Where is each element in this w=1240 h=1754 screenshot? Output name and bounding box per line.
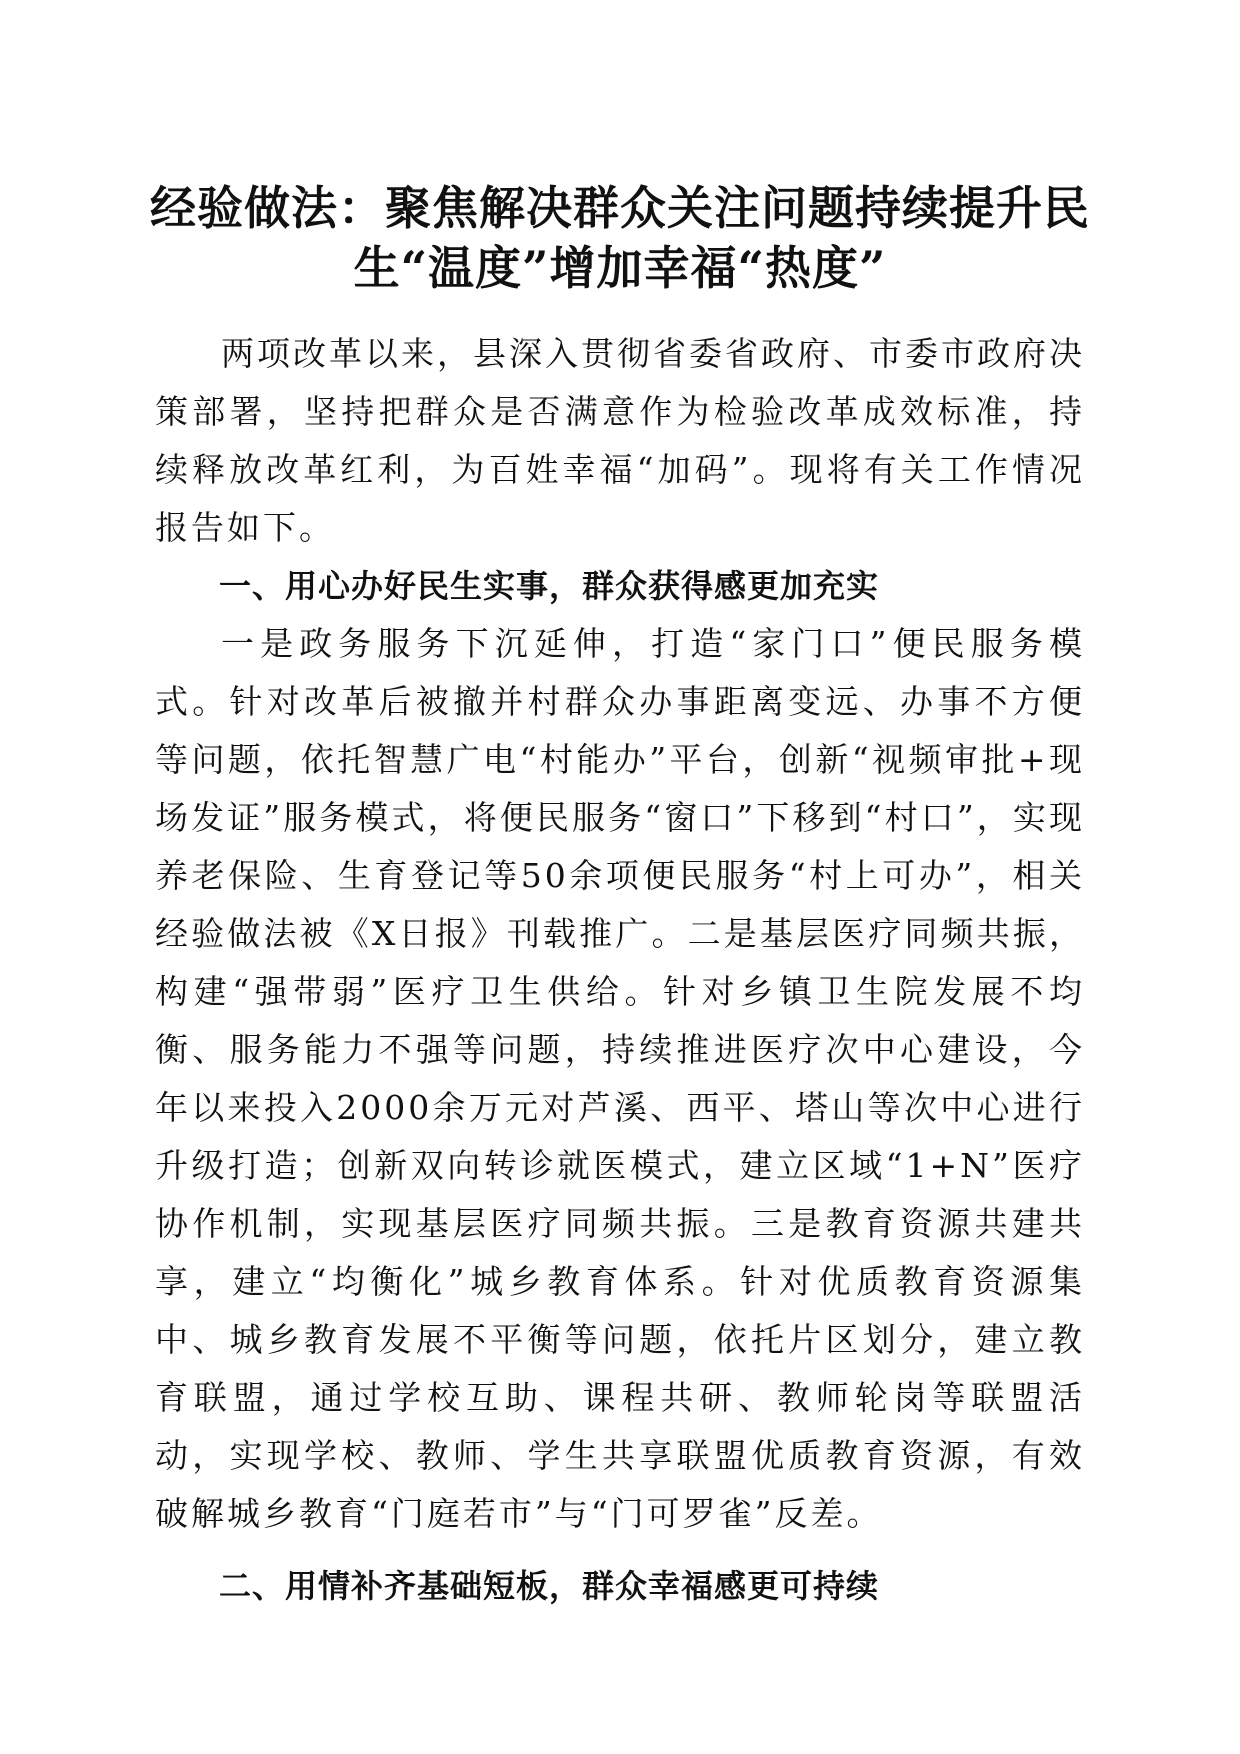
document-body	[155, 325, 1085, 1615]
section-1-paragraph: 一是政务服务下沉延伸，打造“家门口”便民服务模式。针对改革后被撤并村群众办事距离变远、办事不方便等问题，依托智慧广电“村能办”平台，创新“视频审批+现场发证”服务模式，将便民服务“窗口”下移到“村口”，实现养老保险、生育登记等50余项便民服务“村上可办”，相关经验做法被《X日报》刊载推广。二是基层医疗同频共振，构建“强带弱”医疗卫生供给。针对乡镇卫生院发展不均衡、服务能力不强等问题，持续推进医疗次中心建设，今年以来投入2000余万元对芦溪、西平、塔山等次中心进行升级打造；创新双向转诊就医模式，建立区域“1+N”医疗协作机制，实现基层医疗同频共振。三是教育资源共建共享，建立“均衡化”城乡教育体系。针对优质教育资源集中、城乡教育发展不平衡等问题，依托片区划分，建立教育联盟，通过学校互助、课程共研、教师轮岗等联盟活动，实现学校、教师、学生共享联盟优质教育资源，有效破解城乡教育“门庭若市”与“门可罗雀”反差。	[155, 624, 1085, 1533]
intro-paragraph: 两项改革以来，县深入贯彻省委省政府、市委市政府决策部署，坚持把群众是否满意作为检验改革成效标准，持续释放改革红利，为百姓幸福“加码”。现将有关工作情况报告如下。	[155, 334, 1085, 547]
section-2-heading: 二、用情补齐基础短板，群众幸福感更可持续	[219, 1567, 880, 1605]
document-title: 经验做法：聚焦解决群众关注问题持续提升民生“温度”增加幸福“热度”	[150, 181, 1090, 295]
section-1-heading: 一、用心办好民生实事，群众获得感更加充实	[219, 567, 880, 605]
